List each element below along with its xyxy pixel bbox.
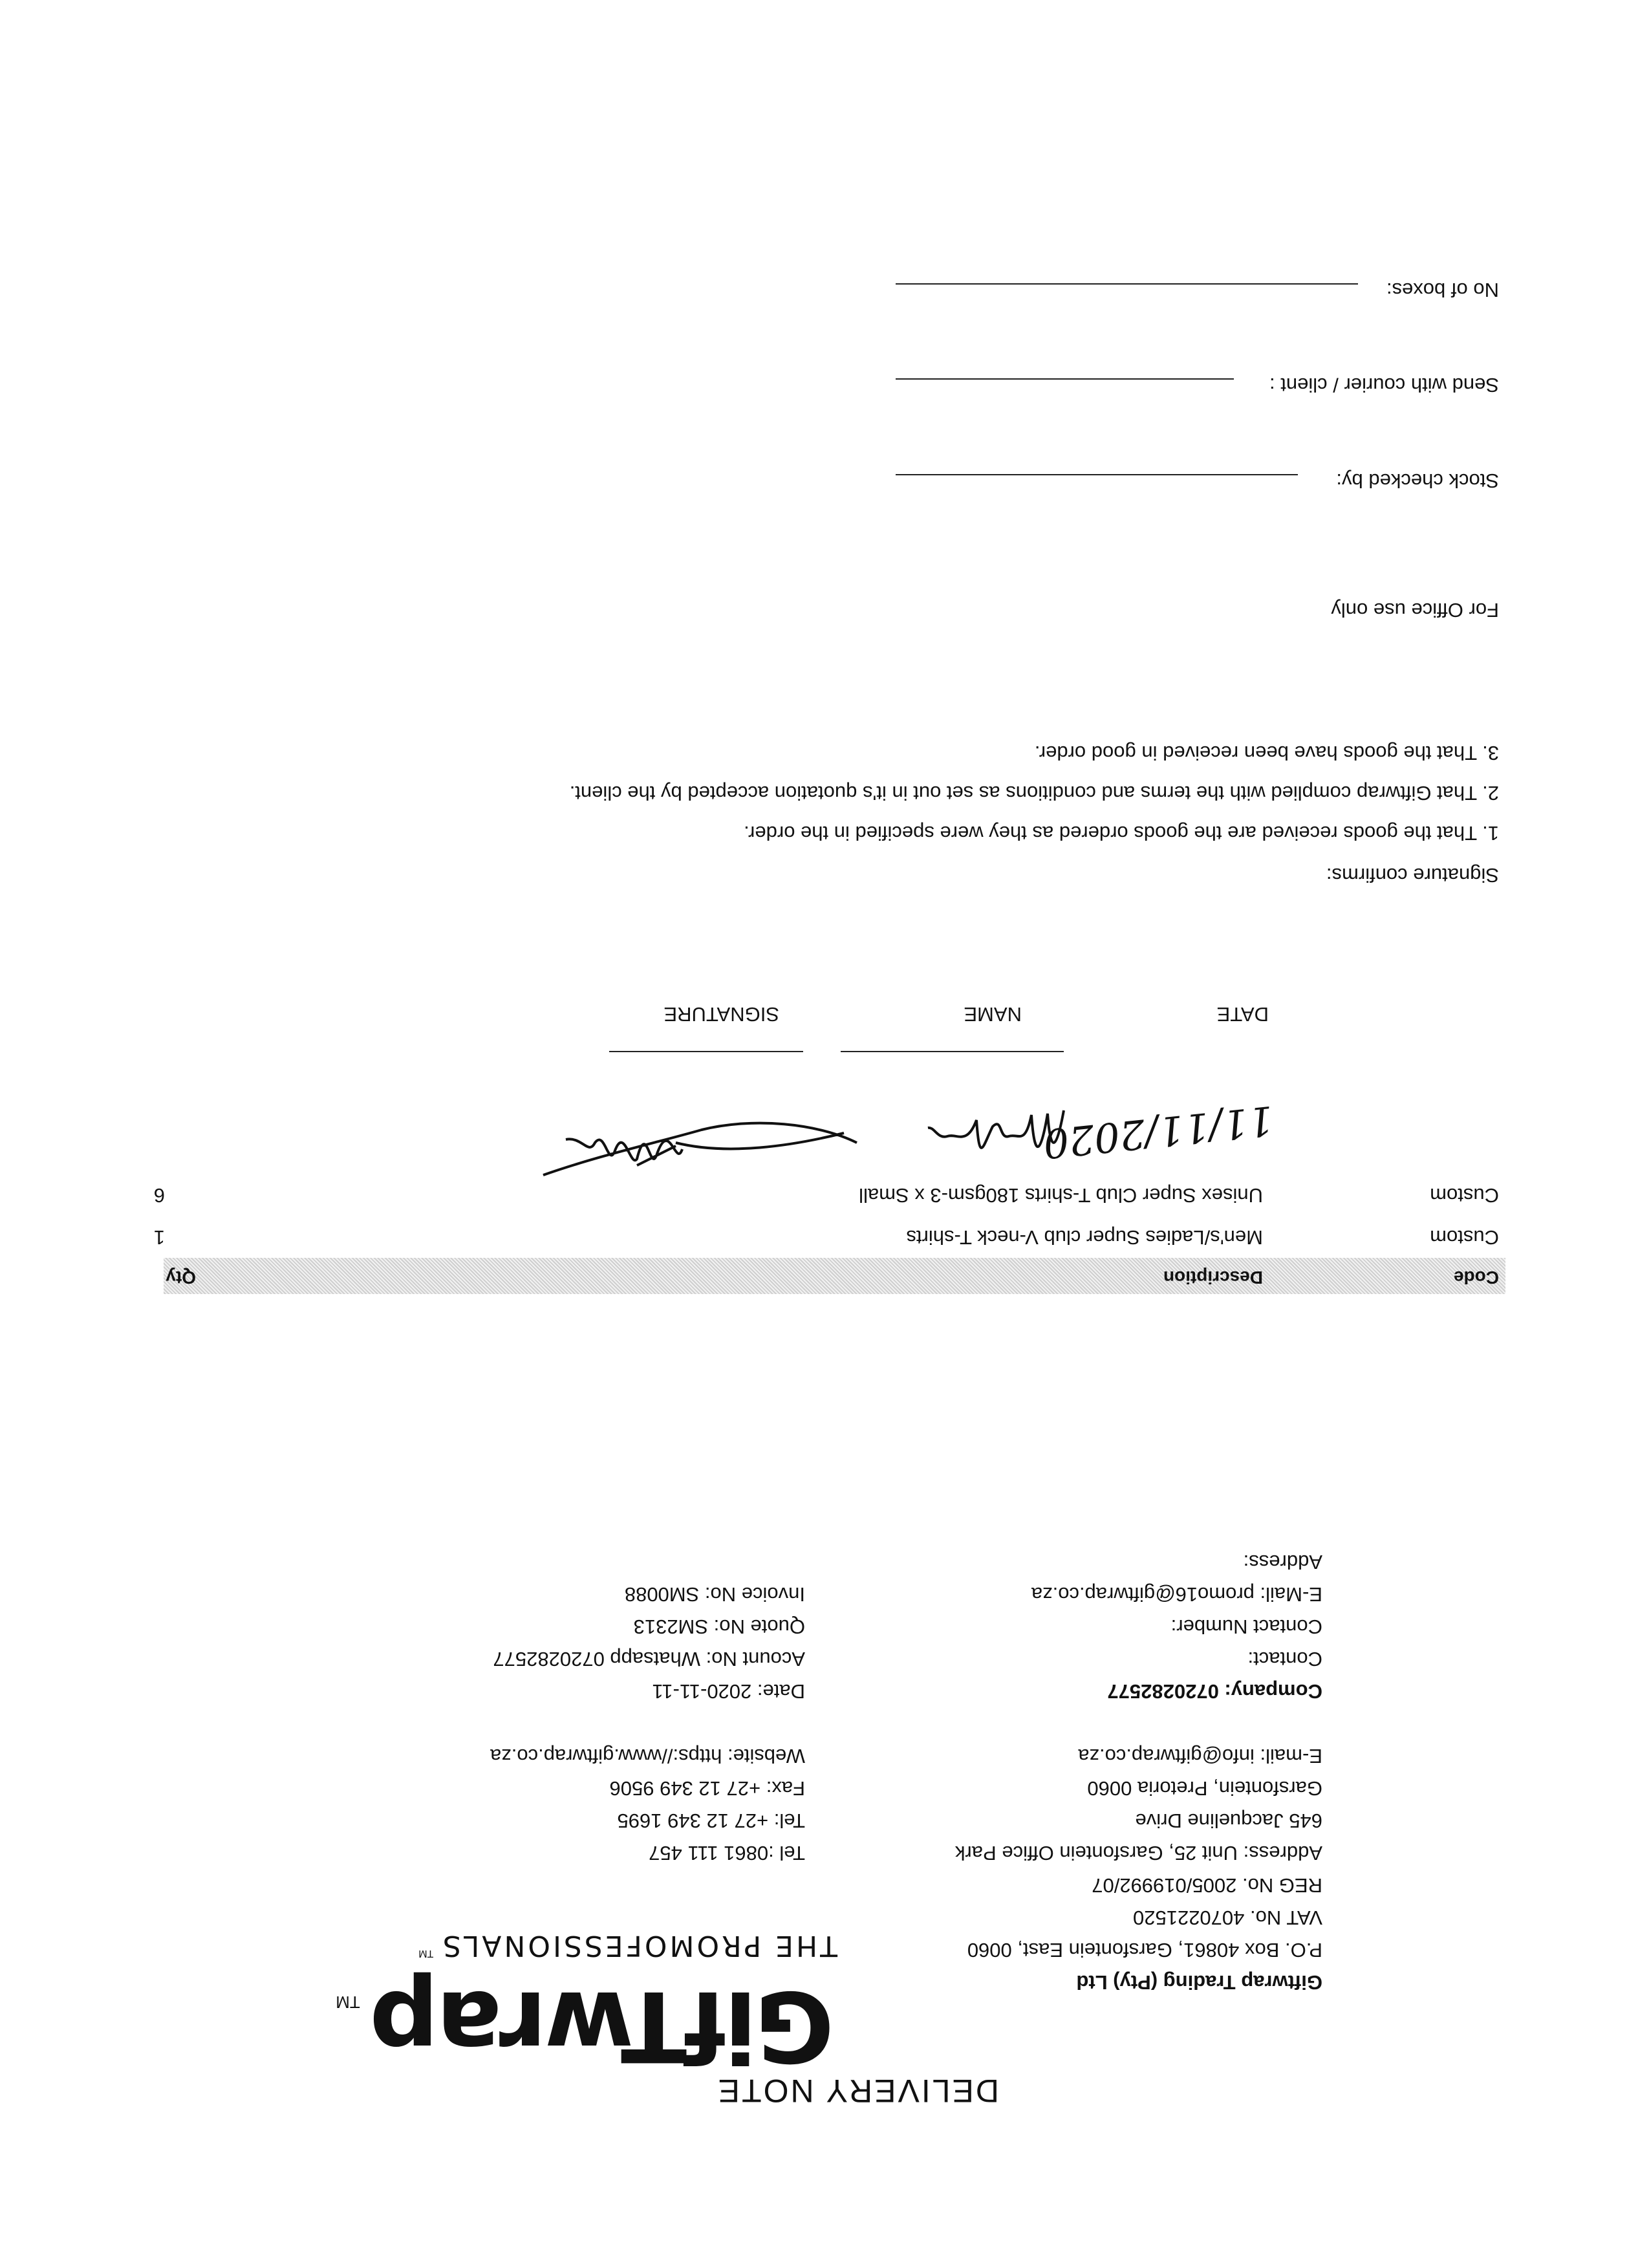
name-line xyxy=(841,1051,1064,1052)
company-name: Giftwrap Trading (Pty) Ltd xyxy=(1076,1971,1322,1994)
brand-tagline-wrap xyxy=(418,1929,837,1962)
stock-checked-label: Stock checked by: xyxy=(1336,470,1499,492)
stock-checked-line xyxy=(896,474,1298,475)
brand-logo xyxy=(336,1969,834,2082)
signature-label: SIGNATURE xyxy=(663,1003,779,1026)
company-tel1: Tel :0861 111 457 xyxy=(649,1842,805,1864)
company-reg: REG No. 2005/019992/07 xyxy=(1092,1874,1322,1897)
office-heading: For Office use only xyxy=(1331,599,1499,621)
company-website: Website: https://www.giftwrap.co.za xyxy=(490,1745,805,1767)
customer-company: Company: 0720282577 xyxy=(1107,1680,1322,1703)
row-code: Custom xyxy=(1430,1226,1499,1249)
row-code: Custom xyxy=(1430,1184,1499,1207)
signature-stroke xyxy=(543,1123,857,1175)
customer-contact: Contact: xyxy=(1247,1648,1322,1670)
date-label: DATE xyxy=(1216,1003,1269,1026)
handwritten-date: 11/11/2020 xyxy=(1040,1096,1276,1168)
company-address-line3: Garsfontein, Pretoria 0060 xyxy=(1087,1777,1322,1800)
company-po-box: P.O. Box 40861, Garsfontein East, 0060 xyxy=(967,1939,1322,1961)
customer-contact-number: Contact Number: xyxy=(1170,1615,1322,1638)
confirmation-item: 3. That the goods have been received in good order. xyxy=(1034,742,1499,764)
company-address-line1: Address: Unit 25, Garsfontein Office Park xyxy=(954,1842,1322,1864)
customer-account: Acount No: Whatsapp 0720282577 xyxy=(493,1648,805,1670)
row-qty: 6 xyxy=(153,1184,165,1207)
handwritten-signature xyxy=(534,1091,870,1182)
boxes-line xyxy=(896,283,1358,285)
table-header xyxy=(164,1258,1505,1294)
send-with-label: Send with courier / client : xyxy=(1269,374,1499,396)
company-tel2: Tel: +27 12 349 1695 xyxy=(617,1809,805,1832)
company-vat: VAT No. 4070221520 xyxy=(1132,1906,1322,1929)
header-description: Description xyxy=(1163,1268,1263,1288)
customer-address: Address: xyxy=(1243,1551,1322,1573)
send-with-line xyxy=(896,378,1234,380)
company-email: E-mail: info@giftwrap.co.za xyxy=(1078,1745,1322,1767)
handwritten-name xyxy=(921,1101,1070,1172)
confirmation-item: 2. That Giftwrap complied with the terms and conditions as set out in it's quotation accepted by the client. xyxy=(569,782,1499,805)
customer-email: E-Mail: promo16@giftwrap.co.za xyxy=(1031,1583,1322,1606)
boxes-label: No of boxes: xyxy=(1386,279,1499,301)
company-fax: Fax: +27 12 349 9506 xyxy=(609,1777,805,1800)
document-title: DELIVERY NOTE xyxy=(716,2073,999,2109)
confirmations-heading: Signature confirms: xyxy=(1326,864,1499,887)
company-address-line2: 645 Jacqueline Drive xyxy=(1135,1809,1322,1832)
logo-text: GifTwrap xyxy=(372,1969,834,2082)
row-description: Men's/Ladies Super club V-neck T-shirts xyxy=(906,1226,1263,1249)
header-code: Code xyxy=(1454,1268,1499,1288)
header-qty: Qty xyxy=(166,1268,196,1288)
customer-invoice: Invoice No: SM0088 xyxy=(624,1583,805,1606)
confirmation-item: 1. That the goods received are the goods ordered as they were specified in the order. xyxy=(744,822,1499,845)
signature-line xyxy=(609,1051,803,1052)
logo-tm: TM xyxy=(336,1993,360,2012)
name-stroke xyxy=(928,1110,1064,1148)
brand-tagline: THE PROMOFESSIONALS xyxy=(440,1929,837,1962)
name-label: NAME xyxy=(964,1003,1022,1026)
customer-quote: Quote No: SM2313 xyxy=(633,1615,805,1638)
tagline-tm: TM xyxy=(418,1948,434,1959)
customer-date: Date: 2020-11-11 xyxy=(652,1680,805,1703)
row-qty: 1 xyxy=(153,1226,165,1249)
row-description: Unisex Super Club T-shirts 180gsm-3 x Small xyxy=(859,1184,1263,1207)
